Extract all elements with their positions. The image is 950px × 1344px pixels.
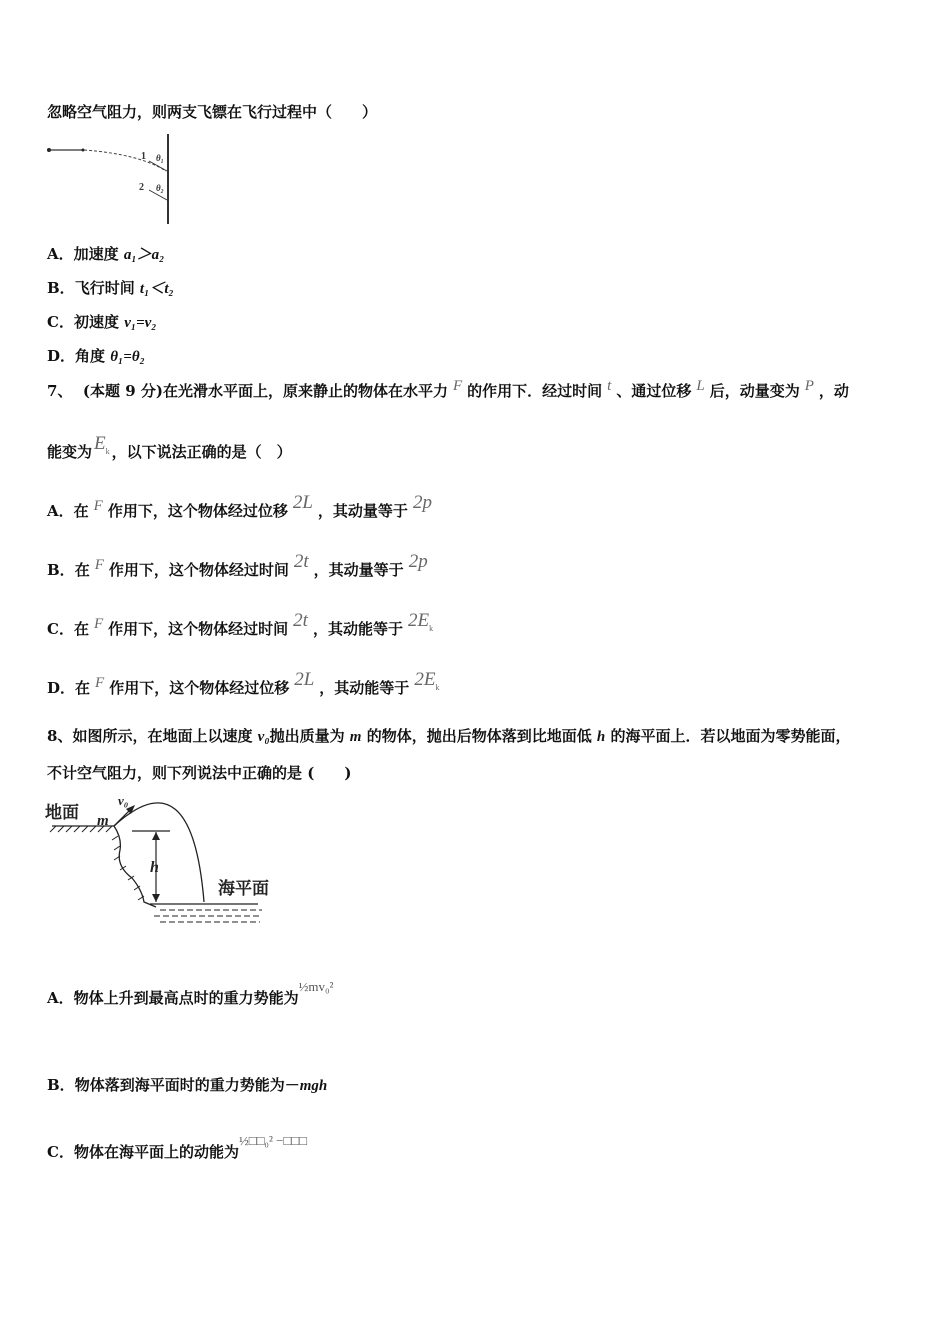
q8-stem-line2: 不计空气阻力，则下列说法中正确的是 ( ) bbox=[47, 764, 352, 782]
fig-ground-label: 地面 bbox=[45, 803, 79, 823]
q7-option-d[interactable]: D．在 F 作用下，这个物体经过位移 2L ，其动能等于 $2E_k$ bbox=[47, 669, 440, 697]
q7-stem-line1: 7、 (本题 9 分)在光滑水平面上，原来静止的物体在水平力 F 的作用下．经过时间 t 、通过位移 L 后，动量变为 P ，动 bbox=[47, 378, 849, 400]
q8-projectile-figure bbox=[42, 790, 287, 930]
q8-option-a-formula: ½mv₀² bbox=[298, 979, 334, 994]
q8-option-c-formula: ½□□₀² −□□□ bbox=[238, 1133, 307, 1148]
q6-option-a[interactable]: A．加速度 a₁＞a₂ bbox=[47, 245, 165, 263]
q6-stem-tail: 忽略空气阻力，则两支飞镖在飞行过程中（ ） bbox=[47, 103, 378, 121]
q7-option-c[interactable]: C．在 F 作用下，这个物体经过时间 2t ，其动能等于 $2E_k$ bbox=[47, 610, 434, 638]
fig-h-label: h bbox=[150, 859, 159, 876]
fig-theta2: θ₂ bbox=[156, 183, 164, 193]
fig-label-1: 1 bbox=[141, 151, 146, 162]
fig-mass-label: m bbox=[97, 813, 109, 829]
q8-stem-line1: 8、如图所示，在地面上以速度 v₀抛出质量为 m 的物体，抛出后物体落到比地面低 h 的海平面上．若以地面为零势能面， bbox=[47, 727, 851, 745]
q6-option-c[interactable]: C．初速度 v₁=v₂ bbox=[47, 313, 157, 331]
fig-sea-label: 海平面 bbox=[218, 879, 269, 899]
q6-option-d[interactable]: D．角度 θ₁=θ₂ bbox=[47, 347, 145, 365]
q8-option-c[interactable]: C．物体在海平面上的动能为½□□₀² −□□□ bbox=[47, 1133, 307, 1161]
q7-option-b[interactable]: B．在 F 作用下，这个物体经过时间 2t ，其动量等于 2p bbox=[47, 551, 428, 579]
q7-option-a[interactable]: A．在 F 作用下，这个物体经过位移 2L ，其动量等于 2p bbox=[47, 492, 432, 520]
q8-option-b[interactable]: B．物体落到海平面时的重力势能为－mgh bbox=[47, 1076, 328, 1094]
q6-dart-figure bbox=[44, 134, 184, 226]
q7-stem-line2: 能变为 $E_k$ ，以下说法正确的是（ ） bbox=[47, 433, 292, 461]
fig-v0-label: v₀ bbox=[118, 793, 129, 808]
fig-label-2: 2 bbox=[139, 182, 144, 193]
fig-theta1: θ₁ bbox=[156, 153, 164, 163]
q6-option-b[interactable]: B．飞行时间 t₁＜t₂ bbox=[47, 279, 174, 297]
q8-option-a[interactable]: A．物体上升到最高点时的重力势能为½mv₀² bbox=[47, 979, 334, 1007]
